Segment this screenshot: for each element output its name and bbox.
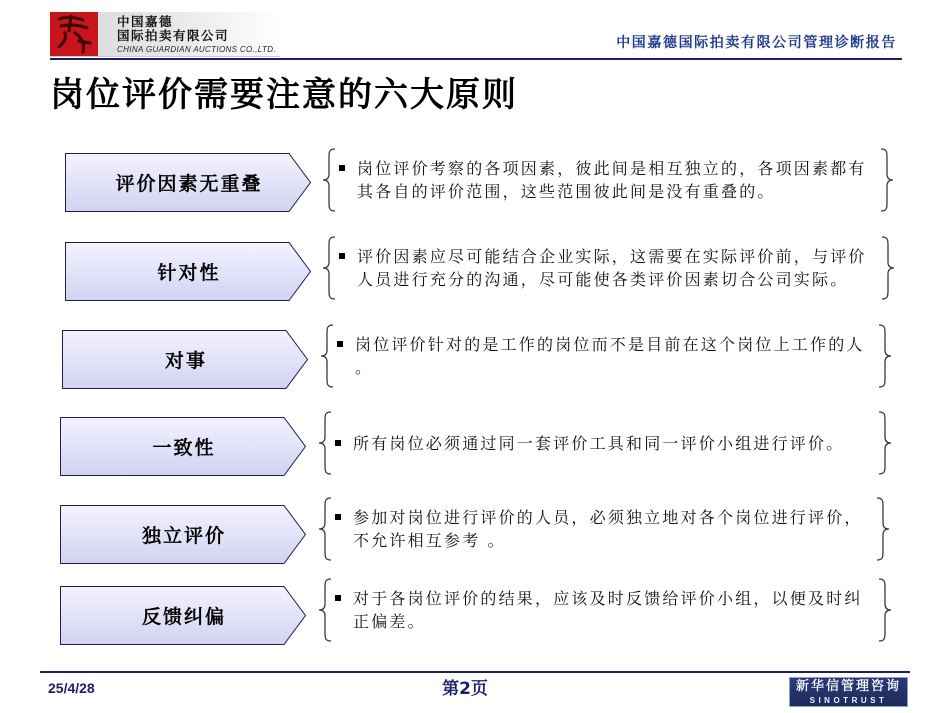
description-line: [357, 245, 881, 268]
principle-row: [0, 324, 950, 388]
principle-description: [357, 148, 880, 212]
principle-row: [0, 148, 950, 212]
description-line: [353, 506, 876, 529]
header-divider: [50, 58, 902, 60]
sinotrust-logo-name-en: SINOTRUST: [809, 696, 888, 705]
left-brace-icon: [318, 497, 332, 561]
right-brace-icon: [878, 324, 892, 388]
description-text: 岗位评价考察的各项因素，彼此间是相互独立的，各项因素都有: [357, 159, 867, 178]
right-brace-icon: [876, 497, 890, 561]
principle-description: [355, 324, 878, 388]
left-brace-icon: [322, 236, 336, 300]
principle-label: 针对性: [157, 262, 221, 284]
left-brace-icon: [320, 324, 334, 388]
square-bullet-icon: [335, 514, 341, 520]
principle-arrow: [60, 417, 306, 476]
principle-label: 独立评价: [141, 525, 226, 547]
principle-label: 对事: [164, 350, 207, 372]
square-bullet-icon: [335, 595, 341, 601]
description-line: [353, 587, 878, 610]
guardian-logo: [50, 12, 280, 57]
sinotrust-logo: [789, 677, 908, 707]
right-brace-icon: [880, 148, 894, 212]
square-bullet-icon: [339, 253, 345, 259]
right-brace-icon: [878, 578, 892, 642]
square-bullet-icon: [337, 341, 343, 347]
sinotrust-logo-name-cn: 新华信管理咨询: [795, 679, 901, 694]
left-brace-icon: [322, 148, 336, 212]
logo-company-name-en: CHINA GUARDIAN AUCTIONS CO.,LTD.: [117, 45, 276, 54]
principle-description: [353, 497, 876, 561]
principle-description: [357, 236, 881, 300]
principle-arrow: [65, 242, 311, 301]
principle-row: [0, 497, 950, 561]
principle-row: [0, 578, 950, 642]
square-bullet-icon: [335, 440, 341, 446]
logo-company-name-cn-line2: 国际拍卖有限公司: [117, 28, 230, 43]
description-text: 评价因素应尽可能结合企业实际，这需要在实际评价前，与评价: [357, 247, 867, 266]
principle-bracket: [318, 578, 892, 642]
logo-calligraphy-icon: [50, 12, 98, 56]
principle-arrow: [60, 505, 306, 564]
left-brace-icon: [318, 411, 332, 475]
principle-arrow: [65, 153, 311, 212]
principle-row: [0, 236, 950, 300]
description-text: 参加对岗位进行评价的人员，必须独立地对各个岗位进行评价，: [353, 508, 863, 527]
slide-title: 岗位评价需要注意的六大原则: [50, 75, 518, 115]
principle-row: [0, 411, 950, 475]
page-number: 第2页: [442, 679, 488, 699]
description-line: 人员进行充分的沟通，尽可能使各类评价因素切合公司实际。: [357, 270, 849, 289]
principle-description: [353, 411, 878, 475]
report-title: 中国嘉德国际拍卖有限公司管理诊断报告: [616, 35, 897, 51]
principle-bracket: [318, 411, 892, 475]
principle-arrow: [60, 586, 306, 645]
principle-label: 评价因素无重叠: [115, 173, 263, 195]
description-line: 不允许相互参考 。: [353, 531, 506, 550]
principle-bracket: [322, 236, 895, 300]
description-line: [353, 432, 878, 455]
logo-company-name-cn-line1: 中国嘉德: [117, 14, 174, 29]
square-bullet-icon: [339, 165, 345, 171]
principle-label: 一致性: [152, 437, 216, 459]
footer-divider: [40, 671, 910, 673]
footer-date: 25/4/28: [48, 680, 95, 696]
principle-bracket: [320, 324, 892, 388]
description-line: 其各自的评价范围，这些范围彼此间是没有重叠的。: [357, 182, 776, 201]
left-brace-icon: [318, 578, 332, 642]
right-brace-icon: [881, 236, 895, 300]
principle-arrow: [62, 330, 308, 389]
description-text: 所有岗位必须通过同一套评价工具和同一评价小组进行评价。: [353, 433, 845, 453]
description-text: 对于各岗位评价的结果，应该及时反馈给评价小组，以便及时纠: [353, 589, 863, 608]
description-line: [355, 333, 878, 356]
description-line: 。: [355, 358, 374, 377]
right-brace-icon: [878, 411, 892, 475]
principle-label: 反馈纠偏: [141, 606, 226, 628]
principle-bracket: [318, 497, 890, 561]
description-line: [357, 157, 880, 180]
principle-bracket: [322, 148, 894, 212]
description-text: 岗位评价针对的是工作的岗位而不是目前在这个岗位上工作的人: [355, 335, 865, 354]
principle-description: [353, 578, 878, 642]
description-line: 正偏差。: [353, 612, 426, 631]
